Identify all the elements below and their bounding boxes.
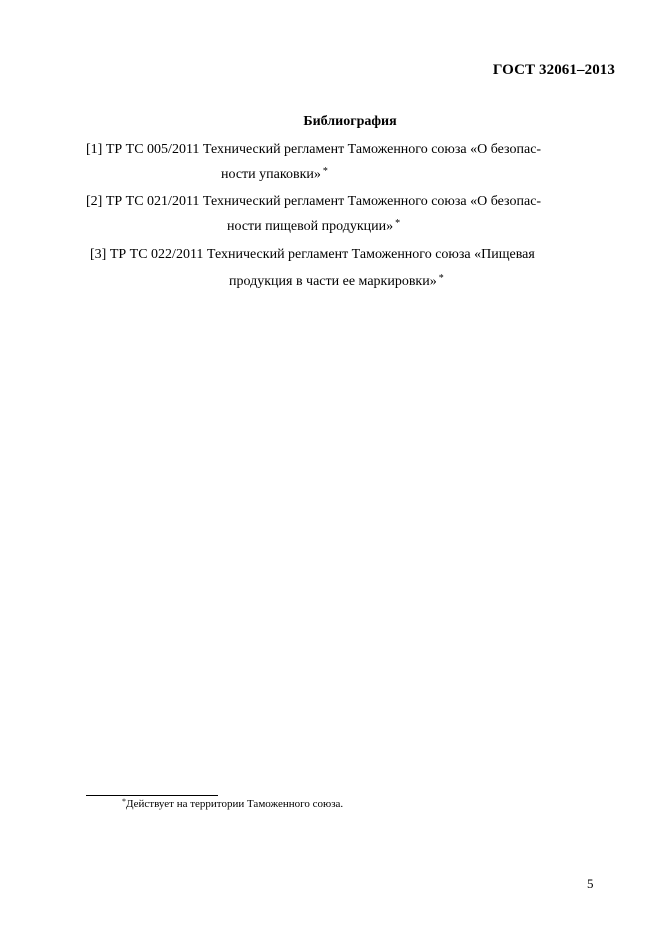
bibliography-entry-1-line-1: [1] ТР ТС 005/2011 Технический регламент Таможенного союза «О безопас- [86,142,542,157]
footnote-reference-mark: * [322,166,328,177]
bibliography-entry-3-line-1: [3] ТР ТС 022/2011 Технический регламент Таможенного союза «Пищевая [90,247,535,262]
bibliography-title: Библиография [303,114,397,129]
bibliography-entry-2-line-1: [2] ТР ТС 021/2011 Технический регламент Таможенного союза «О безопас- [86,194,542,209]
footnote-separator-rule [86,795,218,796]
standard-number: ГОСТ 32061–2013 [492,62,615,78]
footnote-reference-mark: * [395,218,401,229]
bibliography-entry-1-text: ности упаковки» [221,167,321,182]
bibliography-entry-2-line-2 [227,219,400,236]
footnote-reference-mark: * [438,273,444,284]
page-number: 5 [587,876,594,891]
footnote [122,798,343,810]
bibliography-entry-3-line-2 [229,274,444,291]
footnote-mark: * [122,797,126,806]
bibliography-entry-1-line-2 [221,167,328,184]
bibliography-entry-2-text: ности пищевой продукции» [227,219,394,234]
footnote-text: Действует на территории Таможенного союза. [126,798,344,810]
bibliography-entry-3-text: продукция в части ее маркировки» [229,274,437,289]
